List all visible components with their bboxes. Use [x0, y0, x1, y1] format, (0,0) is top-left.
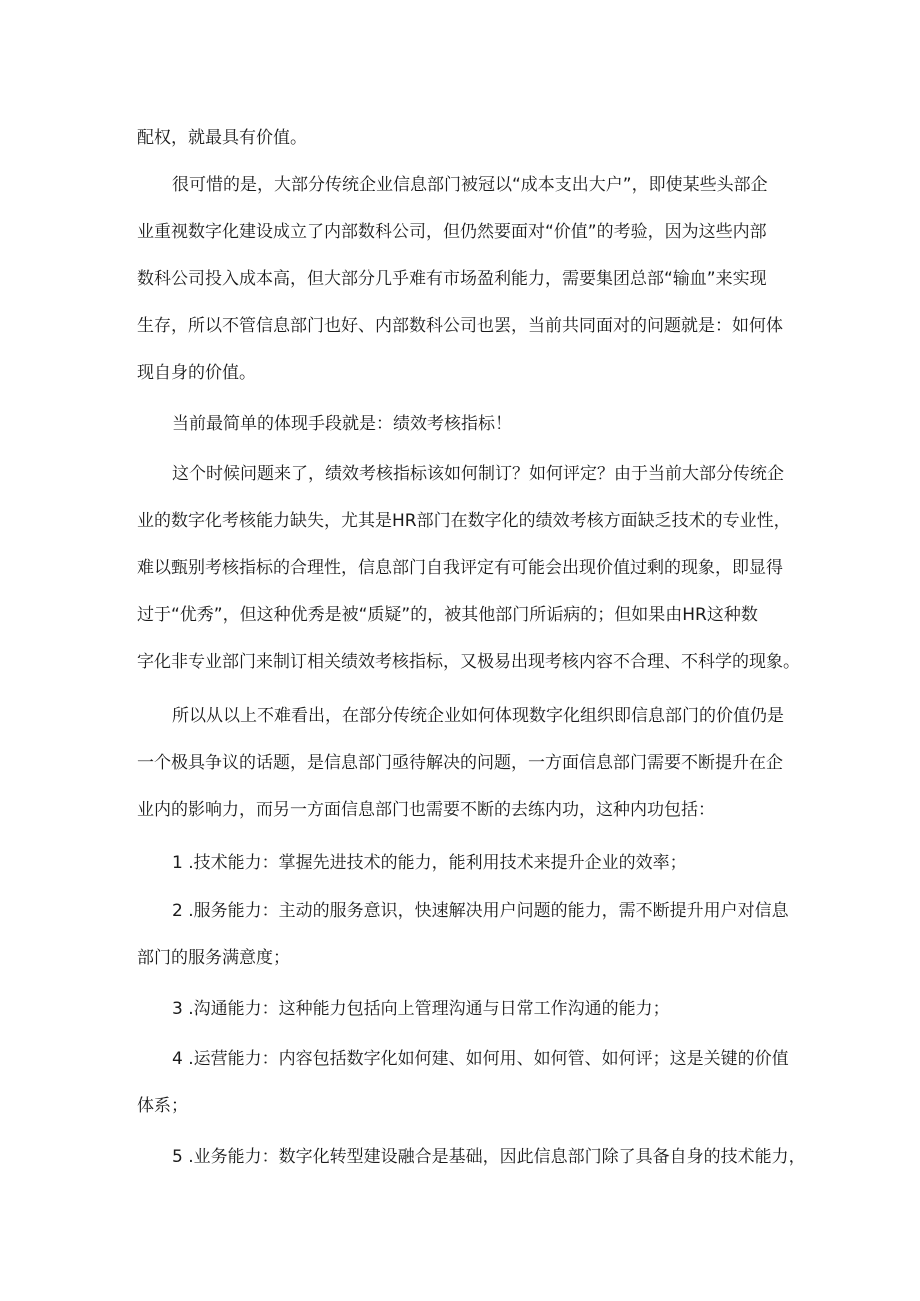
text-line-14: 一个极具争议的话题，是信息部门亟待解决的问题，一方面信息部门需要不断提升在企 — [137, 753, 783, 773]
text-line-12: 字化非专业部门来制订相关绩效考核指标，又极易出现考核内容不合理、不科学的现象。 — [137, 652, 800, 672]
text-line-3: 业重视数字化建设成立了内部数科公司，但仍然要面对“价值”的考验，因为这些内部 — [137, 222, 767, 242]
text-line-2: 很可惜的是，大部分传统企业信息部门被冠以“成本支出大户”，即使某些头部企 — [172, 175, 768, 195]
text-line-8: 这个时候问题来了，绩效考核指标该如何制订？如何评定？由于当前大部分传统企 — [172, 464, 784, 484]
text-line-17: 2 .服务能力：主动的服务意识，快速解决用户问题的能力，需不断提升用户对信息 — [172, 901, 789, 921]
text-line-10: 难以甄别考核指标的合理性，信息部门自我评定有可能会出现价值过剩的现象，即显得 — [137, 558, 783, 578]
text-line-5: 生存，所以不管信息部门也好、内部数科公司也罢，当前共同面对的问题就是：如何体 — [137, 316, 783, 336]
text-line-7: 当前最简单的体现手段就是：绩效考核指标！ — [172, 414, 512, 434]
text-line-1: 配权，就最具有价值。 — [137, 128, 307, 148]
text-line-22: 5 .业务能力：数字化转型建设融合是基础，因此信息部门除了具备自身的技术能力， — [172, 1147, 806, 1167]
text-line-19: 3 .沟通能力：这种能力包括向上管理沟通与日常工作沟通的能力； — [172, 999, 670, 1019]
text-line-21: 体系； — [137, 1096, 188, 1116]
text-line-6: 现自身的价值。 — [137, 363, 256, 383]
text-line-9: 业的数字化考核能力缺失，尤其是HR部门在数字化的绩效考核方面缺乏技术的专业性， — [137, 511, 791, 531]
text-line-16: 1 .技术能力：掌握先进技术的能力，能利用技术来提升企业的效率； — [172, 853, 687, 873]
text-line-13: 所以从以上不难看出，在部分传统企业如何体现数字化组织即信息部门的价值仍是 — [172, 706, 784, 726]
text-line-11: 过于“优秀”，但这种优秀是被“质疑”的，被其他部门所诟病的；但如果由HR这种数 — [137, 605, 758, 625]
text-line-18: 部门的服务满意度； — [137, 948, 290, 968]
text-line-20: 4 .运营能力：内容包括数字化如何建、如何用、如何管、如何评；这是关键的价值 — [172, 1049, 789, 1069]
text-line-4: 数科公司投入成本高，但大部分几乎难有市场盈利能力，需要集团总部“输血”来实现 — [137, 269, 767, 289]
text-line-15: 业内的影响力，而另一方面信息部门也需要不断的去练内功，这种内功包括： — [137, 800, 715, 820]
